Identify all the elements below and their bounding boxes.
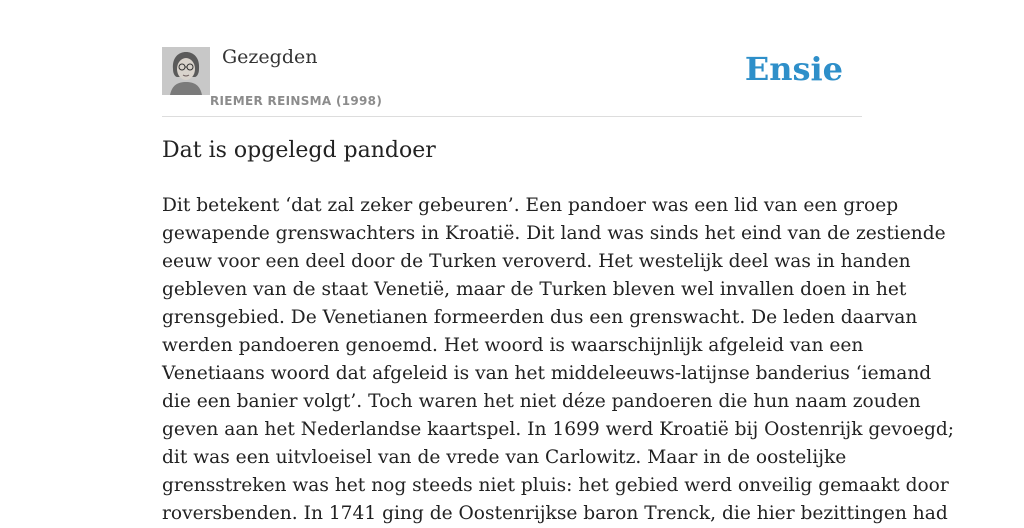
- body-line: die een banier volgt’. Toch waren het niet déze pandoeren die hun naam zouden: [162, 391, 921, 412]
- ensie-logo[interactable]: Ensie: [744, 50, 843, 88]
- body-line: grensgebied. De Venetianen formeerden dus een grenswacht. De leden daarvan: [162, 307, 918, 328]
- source-title-link[interactable]: Gezegden: [222, 46, 318, 68]
- author-portrait-icon[interactable]: [162, 47, 210, 95]
- body-line: Venetiaans woord dat afgeleid is van het middeleeuws-latijnse banderius ‘iemand: [162, 363, 932, 384]
- body-line: gebleven van de staat Venetië, maar de Turken bleven wel invallen doen in het: [162, 279, 907, 300]
- entry-header: [162, 40, 862, 117]
- body-line: eeuw voor een deel door de Turken veroverd. Het westelijk deel was in handen: [162, 251, 911, 272]
- portrait-graphic: [162, 47, 210, 95]
- body-line: geven aan het Nederlandse kaartspel. In 1699 werd Kroatië bij Oostenrijk gevoegd;: [162, 419, 955, 440]
- body-line: roversbenden. In 1741 ging de Oostenrijkse baron Trenck, die hier bezittingen had: [162, 503, 948, 524]
- body-line: grensstreken was het nog steeds niet pluis: het gebied werd onveilig gemaakt door: [162, 475, 949, 496]
- entry-title: Dat is opgelegd pandoer: [162, 138, 436, 163]
- body-line: gewapende grenswachters in Kroatië. Dit land was sinds het eind van de zestiende: [162, 223, 946, 244]
- entry-body: [162, 192, 955, 528]
- body-line: dit was een uitvloeisel van de vrede van Carlowitz. Maar in de oostelijke: [162, 447, 847, 468]
- body-line: werden pandoeren genoemd. Het woord is waarschijnlijk afgeleid van een: [162, 335, 864, 356]
- author-name: RIEMER REINSMA (1998): [210, 94, 383, 108]
- body-line: Dit betekent ‘dat zal zeker gebeuren’. Een pandoer was een lid van een groep: [162, 195, 899, 216]
